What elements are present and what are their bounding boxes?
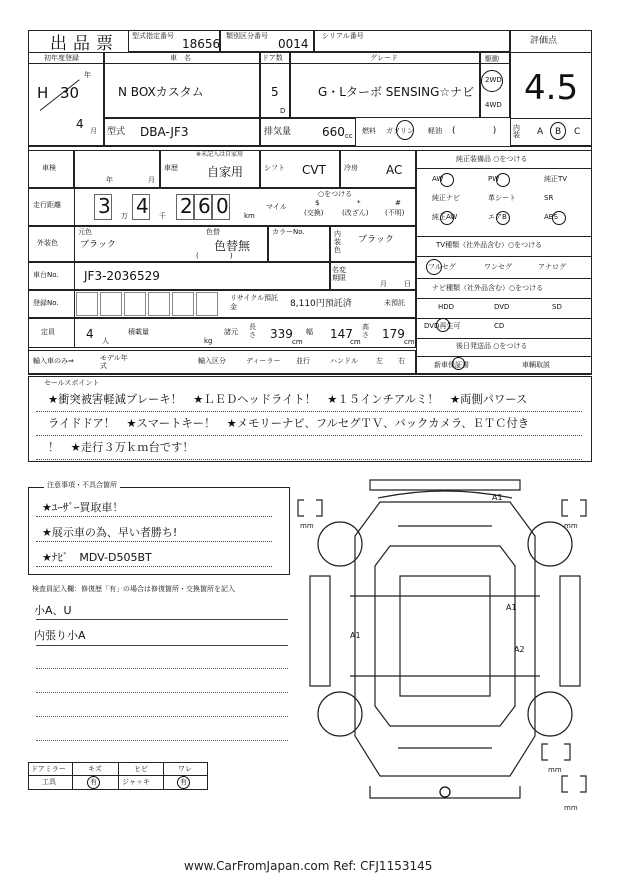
tv-selected-circle xyxy=(426,259,442,275)
usage-label: 車歴 xyxy=(164,164,178,172)
equip-selected-circle xyxy=(440,211,454,225)
equip-divider xyxy=(416,236,592,237)
disp-value: 660 xyxy=(322,125,345,139)
disp-unit: cc xyxy=(345,132,353,140)
car-name-label: 車 名 xyxy=(170,54,191,62)
tv-item: アナログ xyxy=(538,263,566,271)
legend-scratch: キズ xyxy=(88,765,102,773)
equip-selected-circle xyxy=(496,211,510,225)
footer-ref: www.CarFromJapan.com Ref: CFJ1153145 xyxy=(184,859,433,873)
inspector-line-1: 小A、U xyxy=(34,604,72,617)
year-unit: 年 xyxy=(84,71,91,79)
mileage-digit: 4 xyxy=(136,194,149,218)
score-label: 評価点 xyxy=(530,36,558,46)
handle-right: 右 xyxy=(398,357,405,365)
recycle-status: 未預託 xyxy=(384,299,405,307)
alter-txt: (改ざん) xyxy=(342,209,369,217)
equip-item: 革シート xyxy=(488,194,516,202)
diagram-mm-2: mm xyxy=(564,522,578,530)
inspector-line-2: 内張り小A xyxy=(34,629,86,642)
ac-value: AC xyxy=(386,163,403,177)
equip-divider xyxy=(416,256,592,257)
equip-selected-circle xyxy=(440,173,454,187)
shift-label: シフト xyxy=(264,164,285,172)
capacity-label: 定員 xyxy=(41,328,55,336)
insp-y-unit: 年 xyxy=(106,176,113,184)
dim-label: 諸元 xyxy=(224,328,238,336)
reg-year-label: 初年度登録 xyxy=(44,54,79,62)
drive-2wd: 2WD xyxy=(485,76,502,84)
import-div-label: 輸入区分 xyxy=(198,357,226,365)
fuel-gas-circle xyxy=(396,120,414,140)
month-unit: 月 xyxy=(90,127,97,135)
door-suffix: D xyxy=(280,107,286,115)
handle-label: ハンドル xyxy=(330,357,358,365)
damage-mark-right-rear: A2 xyxy=(514,645,525,654)
damage-mark-right-door: A1 xyxy=(506,603,517,612)
reg-no-box xyxy=(196,292,218,316)
name-change-day: 日 xyxy=(404,280,411,288)
unk-txt: (不明) xyxy=(385,209,405,217)
nav-item: SD xyxy=(552,303,562,311)
capacity-value: 4 xyxy=(86,327,94,341)
reg-no-box xyxy=(76,292,98,316)
equip-item: 純正TV xyxy=(544,175,568,183)
nav-item: CD xyxy=(494,322,505,330)
fuel-bracket: ( ) xyxy=(452,126,497,136)
equip-item: AW xyxy=(432,175,444,183)
equip-divider xyxy=(416,338,592,339)
equip-divider xyxy=(416,278,592,279)
class-no-value: 0014 xyxy=(278,37,309,51)
ac-label: 冷房 xyxy=(344,164,358,172)
reg-no-box xyxy=(100,292,122,316)
diagram-mm-3: mm xyxy=(548,766,562,774)
exch-txt: (交換) xyxy=(304,209,324,217)
hgt-unit: cm xyxy=(404,338,415,346)
sales-line-1: ★衝突被害軽減ブレーキ！ ★ＬＥＤヘッドライト！ ★１５インチアルミ！ ★両側パワース xyxy=(48,393,528,406)
shift-value: CVT xyxy=(302,163,326,177)
inspection-label: 車検 xyxy=(42,164,56,172)
nav-selected-circle xyxy=(436,318,450,332)
legend-tools: 工具 xyxy=(42,778,56,786)
legend-tools-yes: 有 xyxy=(90,778,97,786)
drive-4wd: 4WD xyxy=(485,101,502,109)
int-color-label: 内装色 xyxy=(334,230,341,254)
interior-b-circle xyxy=(550,122,566,140)
sales-label: セールスポイント xyxy=(44,379,100,387)
hgt-value: 179 xyxy=(382,327,405,341)
recycle-value: 8,110円預託済 xyxy=(290,299,352,309)
usage-note: ※未記入は自家用 xyxy=(196,151,244,158)
usage-value: 自家用 xyxy=(207,165,244,179)
score-value: 4.5 xyxy=(524,68,579,108)
mileage-digit: 3 xyxy=(98,194,111,218)
interior-c: C xyxy=(574,127,581,137)
import-parallel: 並行 xyxy=(296,357,310,365)
len-value: 339 xyxy=(270,327,293,341)
equip-selected-circle xyxy=(496,173,510,187)
legend-broken: ワレ xyxy=(178,765,192,773)
color-bracket: ( ) xyxy=(196,252,233,260)
import-dealer: ディーラー xyxy=(246,357,281,365)
docs-title: 後日発送品 ○をつける xyxy=(456,342,528,350)
reg-no-label: 登録No. xyxy=(33,299,59,307)
notes-line-2: ★展示車の為、早い者勝ち! xyxy=(42,526,178,539)
equip-selected-circle xyxy=(552,211,566,225)
car-name-value: N BOXカスタム xyxy=(118,85,204,99)
notes-label: 注意事項・不具合箇所 xyxy=(44,482,120,489)
mileage-man: 万 xyxy=(121,212,128,220)
recycle-label: リサイクル預託金 xyxy=(230,294,279,311)
fuel-gas: ガソリン xyxy=(386,127,414,135)
reg-year: 30 xyxy=(60,84,80,102)
fuel-diesel: 軽油 xyxy=(428,127,442,135)
notes-line-3: ★ﾅﾋﾞ MDV-D505BT xyxy=(42,551,152,564)
mileage-label: 走行距離 xyxy=(33,201,61,209)
wid-unit: cm xyxy=(350,338,361,346)
wid-value: 147 xyxy=(330,327,353,341)
orig-color-value: ブラック xyxy=(80,240,116,250)
color-change-label: 色替 xyxy=(206,228,220,236)
interior-a: A xyxy=(537,127,544,137)
legend-jack-yes: 有 xyxy=(180,778,187,786)
legend-door-mirror: ドアミラー xyxy=(31,765,66,773)
load-unit: kg xyxy=(204,337,213,345)
equip-item: エアB xyxy=(488,213,507,221)
import-label: 輸入車のみ⇒ xyxy=(33,357,74,365)
reg-no-box xyxy=(148,292,170,316)
diagram-mm-4: mm xyxy=(564,804,578,812)
model-year-label: モデル年式 xyxy=(100,354,128,370)
tv-title: TV種類（社外品含む）○をつける xyxy=(436,241,543,249)
model-value: DBA-JF3 xyxy=(140,125,189,139)
orig-color-label: 元色 xyxy=(78,228,92,236)
disp-label: 排気量 xyxy=(264,127,292,137)
chassis-label: 車台No. xyxy=(33,271,59,279)
interior-label: 内装 xyxy=(513,124,520,139)
nav-item: HDD xyxy=(438,303,455,311)
equip-item: 純正AW xyxy=(432,213,458,221)
nav-item: DVD再生可 xyxy=(424,322,461,330)
exch-sym: $ xyxy=(315,199,320,207)
docs-item: 新車保証書 xyxy=(434,361,469,369)
int-color-value: ブラック xyxy=(358,235,394,245)
docs-selected-circle xyxy=(452,357,465,370)
handle-left: 左 xyxy=(376,357,383,365)
capacity-unit: 人 xyxy=(102,337,109,345)
color-code-label: カラーNo. xyxy=(272,228,305,236)
drive-label: 駆動 xyxy=(485,55,499,63)
mile-mark-note: ○をつける xyxy=(318,190,353,198)
diagram-mm-1: mm xyxy=(300,522,314,530)
equip-title: 純正装備品 ○をつける xyxy=(456,155,528,163)
door-value: 5 xyxy=(271,85,279,99)
name-change-month: 月 xyxy=(380,280,387,288)
equip-divider xyxy=(416,298,592,299)
tv-item: フルセグ xyxy=(428,263,456,271)
inspector-label: 検査員記入欄：修復歴「有」の場合は修復箇所・交換箇所を記入 xyxy=(32,585,235,593)
alter-sym: * xyxy=(357,199,361,207)
door-label: ドア数 xyxy=(262,54,283,62)
name-change-label: 名変期限 xyxy=(332,266,346,282)
interior-b: B xyxy=(555,127,562,137)
len-label: 長さ xyxy=(249,323,256,339)
load-label: 積載量 xyxy=(128,328,149,336)
color-change-value: 色替無 xyxy=(214,239,251,253)
type-no-value: 18656 xyxy=(182,37,221,51)
class-no-label: 類別区分番号 xyxy=(226,32,268,40)
grade-value: G・Lターボ SENSING☆ナビ xyxy=(318,85,475,99)
mileage-km: km xyxy=(244,212,255,220)
drive-2wd-circle xyxy=(481,70,503,92)
reg-era: H xyxy=(37,84,49,102)
equip-item: PW xyxy=(488,175,500,183)
color-label: 外装色 xyxy=(37,239,58,247)
damage-mark-left-door: A1 xyxy=(350,631,361,640)
notes-line-1: ★ﾕｰｻﾞｰ買取車！ xyxy=(42,501,124,514)
reg-month: 4 xyxy=(76,117,84,131)
legend-tools-circle xyxy=(87,776,100,789)
reg-no-box xyxy=(124,292,146,316)
damage-mark-top: A1 xyxy=(492,493,503,502)
equip-divider xyxy=(416,168,592,169)
nav-item: DVD xyxy=(494,303,510,311)
unk-sym: # xyxy=(395,199,401,207)
equip-divider xyxy=(416,356,592,357)
car-diagram xyxy=(290,476,595,816)
equip-item: 純正ナビ xyxy=(432,194,460,202)
chassis-value: JF3-2036529 xyxy=(84,269,160,283)
wid-label: 幅 xyxy=(306,328,313,336)
tv-item: ワンセグ xyxy=(484,263,512,271)
equip-item: ABS xyxy=(544,213,558,221)
nav-title: ナビ種類（社外品含む）○をつける xyxy=(432,284,544,292)
sheet-title: 出品票 xyxy=(50,34,119,54)
sales-line-2: ライドドア！ ★スマートキー！ ★メモリーナビ、フルセグＴＶ、バックカメラ、ＥＴＣ付き xyxy=(48,417,530,430)
insp-m-unit: 月 xyxy=(148,176,155,184)
docs-item: 車輌取説 xyxy=(522,361,550,369)
grade-label: グレード xyxy=(370,54,398,62)
legend-crack: ヒビ xyxy=(134,765,148,773)
mileage-digit: 2 xyxy=(180,194,193,218)
mileage-sen: 千 xyxy=(159,212,166,220)
len-unit: cm xyxy=(292,338,303,346)
model-label: 型式 xyxy=(107,127,126,137)
legend-jack: ジャッキ xyxy=(122,778,150,786)
mileage-digit: 0 xyxy=(216,194,229,218)
hgt-label: 高さ xyxy=(362,323,369,339)
reg-no-box xyxy=(172,292,194,316)
equip-item: SR xyxy=(544,194,554,202)
legend-jack-circle xyxy=(177,776,190,789)
fuel-label: 燃料 xyxy=(362,127,376,135)
mile-label: マイル xyxy=(266,203,287,211)
type-no-label: 型式指定番号 xyxy=(132,32,174,40)
sales-line-3: ！ ★走行３万ｋｍ台です！ xyxy=(48,441,194,454)
mileage-digit: 6 xyxy=(198,194,211,218)
serial-label: シリアル番号 xyxy=(322,32,364,40)
